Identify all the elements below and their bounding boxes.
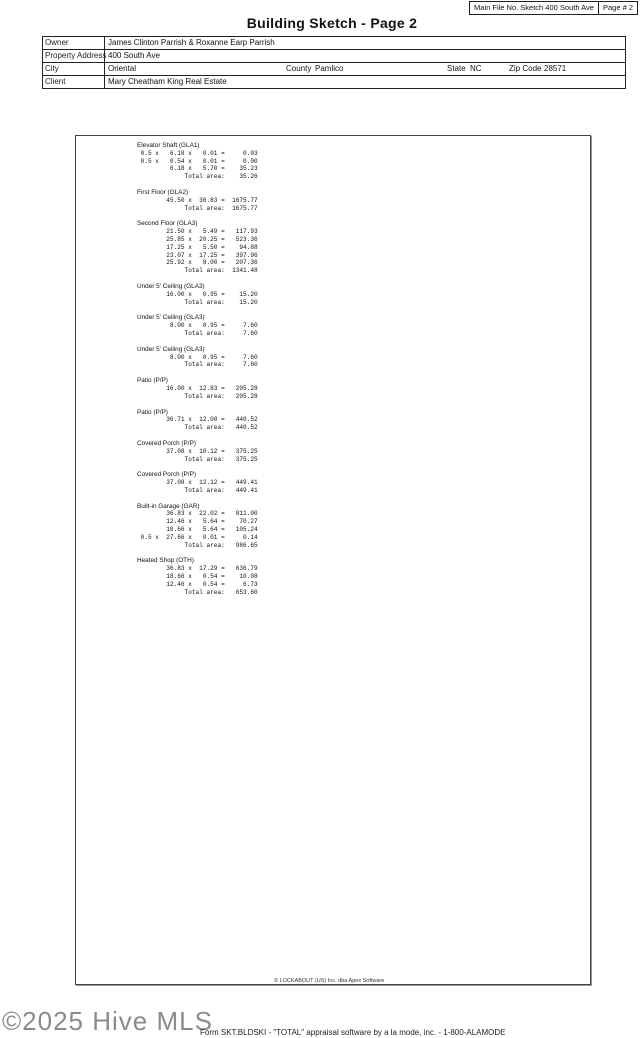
calc-section-title: Under 5' Ceiling (GLA3) xyxy=(137,282,205,290)
calc-line: 36.71 x 12.00 = 440.52 xyxy=(137,416,258,424)
calc-section-title: Elevator Shaft (GLA1) xyxy=(137,142,200,149)
calc-line: 12.46 x 5.64 = 70.27 xyxy=(137,518,258,526)
label-divider xyxy=(104,63,105,75)
calc-line: 37.08 x 10.12 = 375.25 xyxy=(137,447,258,455)
calc-line: Total area: 1675.77 xyxy=(137,204,258,212)
calc-line: Total area: 440.52 xyxy=(137,424,258,432)
label-divider xyxy=(104,37,105,49)
calc-line: 8.00 x 0.95 = 7.60 xyxy=(137,353,258,361)
calc-section-title: Under 5' Ceiling (GLA3) xyxy=(137,345,205,353)
property-info-table xyxy=(42,36,626,89)
calc-line: 8.00 x 0.95 = 7.60 xyxy=(137,322,258,330)
calc-section-title: Covered Porch (P/P) xyxy=(137,471,196,479)
calc-section xyxy=(137,314,337,337)
calc-section xyxy=(137,471,337,494)
calc-line: 0.5 x 27.66 x 0.01 = 0.14 xyxy=(137,533,258,541)
state-value: NC xyxy=(470,64,482,73)
calc-section xyxy=(137,283,337,306)
calc-line: 25.92 x 8.00 = 207.36 xyxy=(137,259,258,267)
file-number-box xyxy=(469,1,638,15)
page-title: Building Sketch - Page 2 xyxy=(246,15,418,31)
calc-section-title: Patio (P/P) xyxy=(137,377,168,385)
calc-line: Total area: 15.20 xyxy=(137,298,258,306)
label-divider xyxy=(104,76,105,88)
calc-section xyxy=(137,346,337,369)
address-value: 400 South Ave xyxy=(108,51,160,60)
calc-section-title: Patio (P/P) xyxy=(137,408,168,416)
calc-section xyxy=(137,409,337,432)
owner-value: James Clinton Parrish & Roxanne Earp Parrish xyxy=(108,38,275,47)
owner-row xyxy=(43,37,625,50)
area-calculations xyxy=(137,142,337,604)
calc-line: 45.50 x 36.83 = 1675.77 xyxy=(137,196,258,204)
calc-line: 18.66 x 0.54 = 10.08 xyxy=(137,573,258,581)
calc-section xyxy=(137,377,337,400)
calc-section xyxy=(137,142,337,181)
mls-watermark: ©2025 Hive MLS xyxy=(2,1006,213,1036)
county-label: County xyxy=(286,64,312,73)
client-value: Mary Cheatham King Real Estate xyxy=(108,77,227,86)
calc-line: 12.46 x 0.54 = 6.73 xyxy=(137,580,258,588)
calc-line: 23.07 x 17.25 = 397.96 xyxy=(137,251,258,259)
calc-line: 6.18 x 5.70 = 35.23 xyxy=(137,165,258,173)
calc-section-title: Under 5' Ceiling (GLA3) xyxy=(137,314,205,322)
calc-section xyxy=(137,440,337,463)
county-value: Pamlico xyxy=(315,64,344,73)
form-footer: Form SKT.BLDSKI - "TOTAL" appraisal software by a la mode, inc. - 1-800-ALAMODE xyxy=(200,1028,506,1037)
calc-line: 18.66 x 5.64 = 105.24 xyxy=(137,526,258,534)
calc-section xyxy=(137,557,337,596)
state-label: State xyxy=(447,64,466,73)
sheet-footer: © LOCKABOUT (US) Inc. dba Apex Software xyxy=(274,978,385,984)
calc-line: 36.83 x 22.02 = 811.00 xyxy=(137,510,258,518)
client-row xyxy=(43,76,625,88)
calc-section-title: First Floor (GLA2) xyxy=(137,188,189,196)
calc-section-title: Second Floor (GLA3) xyxy=(137,220,198,228)
calc-line: Total area: 35.26 xyxy=(137,173,258,181)
calc-line: Total area: 653.60 xyxy=(137,588,258,596)
calc-section xyxy=(137,189,337,212)
calc-line: 37.08 x 12.12 = 449.41 xyxy=(137,479,258,487)
calc-line: 21.50 x 5.49 = 117.93 xyxy=(137,228,258,236)
main-file-number: Main File No. Sketch 400 South Ave xyxy=(474,3,594,12)
address-label: Property Address xyxy=(45,51,107,60)
zip-value: 28571 xyxy=(544,64,567,73)
zip-label: Zip Code xyxy=(509,64,542,73)
calc-line: 16.00 x 12.83 = 205.28 xyxy=(137,384,258,392)
calc-section-title: Covered Porch (P/P) xyxy=(137,439,196,447)
label-divider xyxy=(104,50,105,62)
owner-label: Owner xyxy=(45,38,69,47)
calc-line: 36.83 x 17.29 = 636.79 xyxy=(137,565,258,573)
calc-line: Total area: 7.60 xyxy=(137,361,258,369)
calc-section xyxy=(137,503,337,550)
city-value: Oriental xyxy=(108,64,137,73)
calc-section-title: Built-in Garage (GAR) xyxy=(137,502,200,510)
calc-line: Total area: 7.60 xyxy=(137,329,258,337)
calc-line: 0.5 x 0.54 x 0.01 = 0.00 xyxy=(137,157,258,165)
calc-line: Total area: 1341.48 xyxy=(137,267,258,275)
calc-line: 0.5 x 6.18 x 0.01 = 0.03 xyxy=(137,149,258,157)
page-number: Page # 2 xyxy=(598,2,637,14)
city-label: City xyxy=(45,64,59,73)
calc-line: Total area: 205.28 xyxy=(137,392,258,400)
calc-line: Total area: 375.25 xyxy=(137,455,258,463)
address-row xyxy=(43,50,625,63)
calc-line: 17.25 x 5.50 = 94.88 xyxy=(137,243,258,251)
calc-line: 16.00 x 0.95 = 15.20 xyxy=(137,290,258,298)
calc-section xyxy=(137,220,337,275)
city-row xyxy=(43,63,625,76)
calc-line: Total area: 986.65 xyxy=(137,541,258,549)
client-label: Client xyxy=(45,77,66,86)
calc-line: 25.85 x 20.25 = 523.36 xyxy=(137,235,258,243)
calc-line: Total area: 449.41 xyxy=(137,486,258,494)
area-calculation-sheet xyxy=(75,135,591,985)
calc-section-title: Heated Shop (OTH) xyxy=(137,557,194,565)
